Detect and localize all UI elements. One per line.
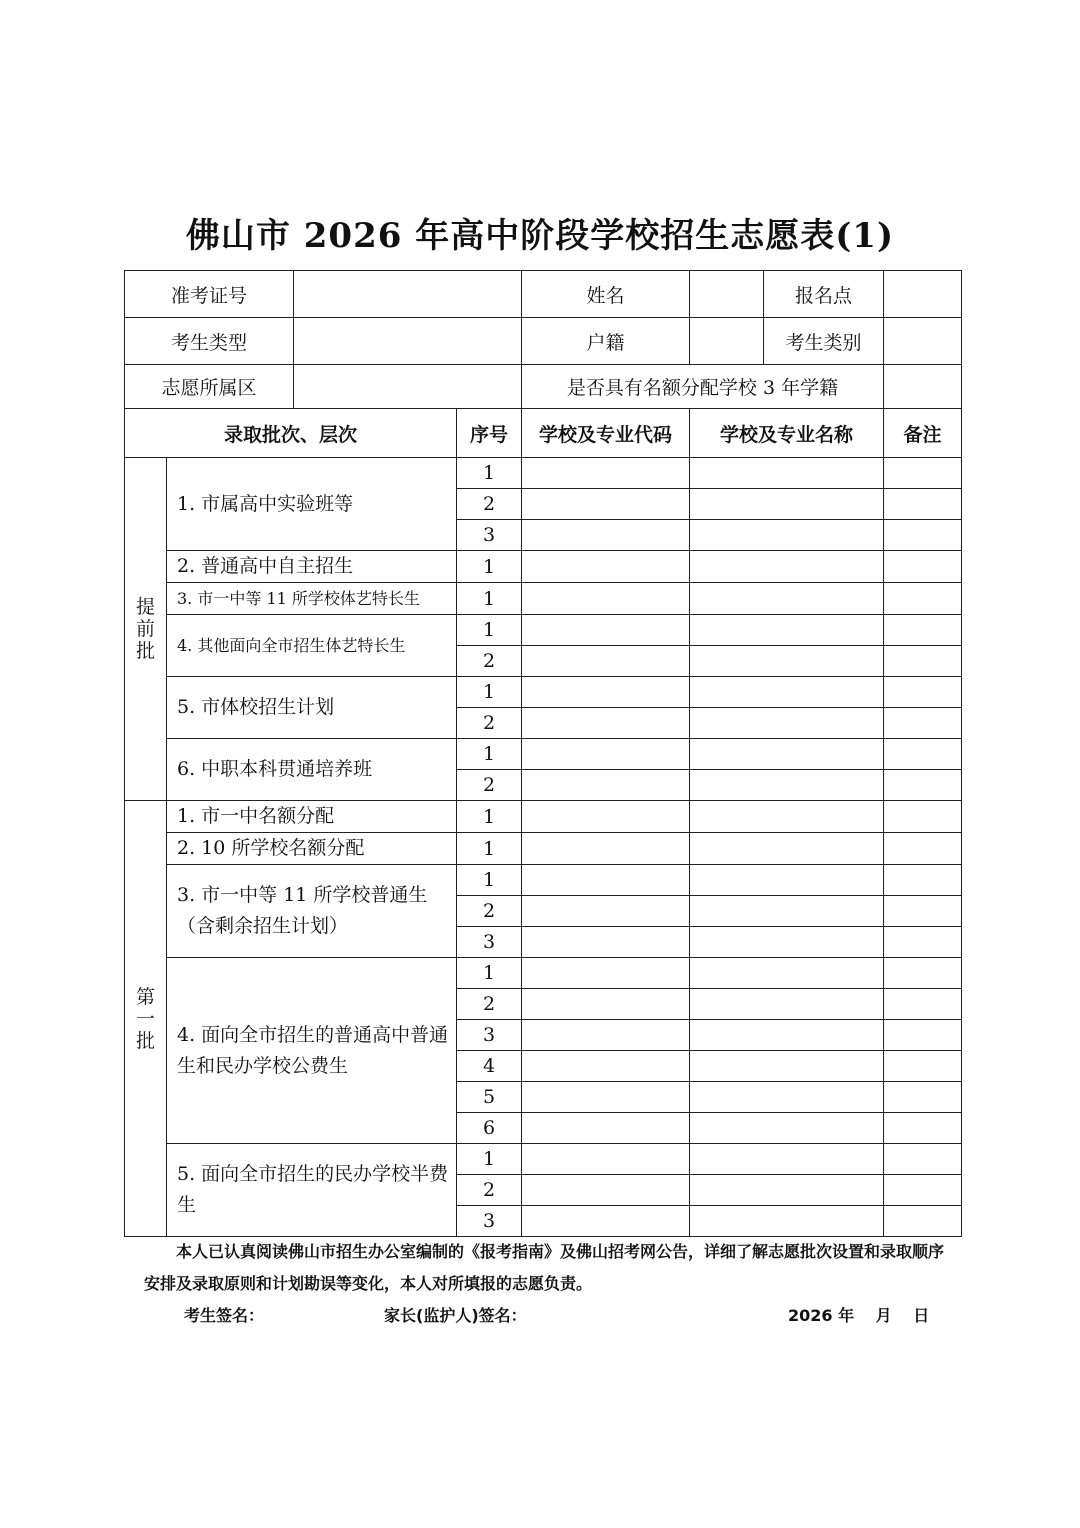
first-item-5: 5. 面向全市招生的民办学校半费生 (167, 1144, 457, 1237)
code-cell[interactable] (522, 708, 690, 739)
remark-cell[interactable] (884, 770, 962, 801)
code-cell[interactable] (522, 646, 690, 677)
early-item-1: 1. 市属高中实验班等 (167, 458, 457, 551)
school-name-cell[interactable] (690, 646, 884, 677)
registration-point-field[interactable] (884, 271, 962, 318)
remark-cell[interactable] (884, 646, 962, 677)
remark-cell[interactable] (884, 708, 962, 739)
remark-cell[interactable] (884, 739, 962, 770)
code-cell[interactable] (522, 1113, 690, 1144)
code-cell[interactable] (522, 551, 690, 583)
school-name-cell[interactable] (690, 615, 884, 646)
code-cell[interactable] (522, 896, 690, 927)
early-batch-label: 提 前 批 (125, 458, 167, 801)
declaration-notice: 本人已认真阅读佛山市招生办公室编制的《报考指南》及佛山招考网公告，详细了解志愿批次设置和录取顺序安排及录取原则和计划勘误等变化，本人对所填报的志愿负责。 (144, 1242, 945, 1293)
seq-number: 1 (457, 583, 522, 615)
remark-cell[interactable] (884, 1206, 962, 1237)
quota-status-field[interactable] (884, 365, 962, 409)
seq-number: 1 (457, 1144, 522, 1175)
early-item-5: 5. 市体校招生计划 (167, 677, 457, 739)
code-cell[interactable] (522, 583, 690, 615)
seq-number: 1 (457, 865, 522, 896)
exam-number-field[interactable] (294, 271, 522, 318)
early-item-2: 2. 普通高中自主招生 (167, 551, 457, 583)
first-item-4: 4. 面向全市招生的普通高中普通生和民办学校公费生 (167, 958, 457, 1144)
candidate-category-label: 考生类别 (764, 318, 884, 365)
code-cell[interactable] (522, 770, 690, 801)
remark-cell[interactable] (884, 1082, 962, 1113)
code-cell[interactable] (522, 1082, 690, 1113)
school-name-cell[interactable] (690, 1206, 884, 1237)
school-name-header: 学校及专业名称 (690, 409, 884, 458)
district-field[interactable] (294, 365, 522, 409)
school-name-cell[interactable] (690, 833, 884, 865)
seq-number: 1 (457, 833, 522, 865)
seq-number: 2 (457, 770, 522, 801)
school-name-cell[interactable] (690, 677, 884, 708)
first-item-3: 3. 市一中等 11 所学校普通生（含剩余招生计划） (167, 865, 457, 958)
code-cell[interactable] (522, 833, 690, 865)
household-label: 户籍 (522, 318, 690, 365)
signature-date: 2026 年 月 日 (788, 1306, 930, 1325)
seq-number: 1 (457, 458, 522, 489)
seq-number: 1 (457, 677, 522, 708)
seq-number: 6 (457, 1113, 522, 1144)
early-item-6: 6. 中职本科贯通培养班 (167, 739, 457, 801)
early-item-4: 4. 其他面向全市招生体艺特长生 (167, 615, 457, 677)
school-name-cell[interactable] (690, 896, 884, 927)
district-label: 志愿所属区 (125, 365, 294, 409)
remark-cell[interactable] (884, 927, 962, 958)
application-form-table (124, 270, 962, 1237)
early-item-3: 3. 市一中等 11 所学校体艺特长生 (167, 583, 457, 615)
code-cell[interactable] (522, 520, 690, 551)
parent-signature-label: 家长(监护人)签名： (384, 1306, 527, 1325)
remark-cell[interactable] (884, 833, 962, 865)
remark-header: 备注 (884, 409, 962, 458)
seq-number: 2 (457, 896, 522, 927)
code-cell[interactable] (522, 677, 690, 708)
remark-cell[interactable] (884, 1175, 962, 1206)
school-name-cell[interactable] (690, 520, 884, 551)
school-name-cell[interactable] (690, 989, 884, 1020)
school-name-cell[interactable] (690, 1082, 884, 1113)
code-cell[interactable] (522, 458, 690, 489)
seq-number: 2 (457, 1175, 522, 1206)
code-cell[interactable] (522, 1051, 690, 1082)
seq-number: 5 (457, 1082, 522, 1113)
first-item-2: 2. 10 所学校名额分配 (167, 833, 457, 865)
school-name-cell[interactable] (690, 927, 884, 958)
remark-cell[interactable] (884, 583, 962, 615)
remark-cell[interactable] (884, 489, 962, 520)
remark-cell[interactable] (884, 958, 962, 989)
school-name-cell[interactable] (690, 1175, 884, 1206)
remark-cell[interactable] (884, 865, 962, 896)
code-cell[interactable] (522, 1206, 690, 1237)
school-name-cell[interactable] (690, 801, 884, 833)
remark-cell[interactable] (884, 896, 962, 927)
candidate-type-label: 考生类型 (125, 318, 294, 365)
code-cell[interactable] (522, 989, 690, 1020)
seq-number: 1 (457, 615, 522, 646)
school-name-cell[interactable] (690, 583, 884, 615)
seq-number: 1 (457, 801, 522, 833)
batch-level-header: 录取批次、层次 (125, 409, 457, 458)
code-header: 学校及专业代码 (522, 409, 690, 458)
seq-number: 3 (457, 927, 522, 958)
remark-cell[interactable] (884, 801, 962, 833)
code-cell[interactable] (522, 615, 690, 646)
remark-cell[interactable] (884, 520, 962, 551)
school-name-cell[interactable] (690, 551, 884, 583)
remark-cell[interactable] (884, 1020, 962, 1051)
exam-number-label: 准考证号 (125, 271, 294, 318)
seq-number: 4 (457, 1051, 522, 1082)
school-name-cell[interactable] (690, 1113, 884, 1144)
code-cell[interactable] (522, 1020, 690, 1051)
seq-number: 3 (457, 520, 522, 551)
registration-point-label: 报名点 (764, 271, 884, 318)
code-cell[interactable] (522, 865, 690, 896)
code-cell[interactable] (522, 489, 690, 520)
school-name-cell[interactable] (690, 1020, 884, 1051)
seq-number: 2 (457, 646, 522, 677)
seq-number: 3 (457, 1206, 522, 1237)
page-title: 佛山市 2026 年高中阶段学校招生志愿表(1) (185, 216, 895, 256)
candidate-type-field[interactable] (294, 318, 522, 365)
school-name-cell[interactable] (690, 739, 884, 770)
name-field[interactable] (690, 271, 764, 318)
school-name-cell[interactable] (690, 458, 884, 489)
seq-number: 2 (457, 989, 522, 1020)
remark-cell[interactable] (884, 551, 962, 583)
candidate-category-field[interactable] (884, 318, 962, 365)
code-cell[interactable] (522, 1175, 690, 1206)
remark-cell[interactable] (884, 1051, 962, 1082)
school-name-cell[interactable] (690, 708, 884, 739)
remark-cell[interactable] (884, 615, 962, 646)
remark-cell[interactable] (884, 1113, 962, 1144)
school-name-cell[interactable] (690, 770, 884, 801)
first-item-1: 1. 市一中名额分配 (167, 801, 457, 833)
seq-number: 1 (457, 551, 522, 583)
quota-status-label: 是否具有名额分配学校 3 年学籍 (522, 365, 884, 409)
student-signature-label: 考生签名： (184, 1306, 265, 1325)
seq-number: 3 (457, 1020, 522, 1051)
school-name-cell[interactable] (690, 1051, 884, 1082)
remark-cell[interactable] (884, 458, 962, 489)
seq-number: 2 (457, 708, 522, 739)
name-label: 姓名 (522, 271, 690, 318)
school-name-cell[interactable] (690, 489, 884, 520)
seq-header: 序号 (457, 409, 522, 458)
code-cell[interactable] (522, 801, 690, 833)
code-cell[interactable] (522, 958, 690, 989)
school-name-cell[interactable] (690, 958, 884, 989)
code-cell[interactable] (522, 1144, 690, 1175)
remark-cell[interactable] (884, 1144, 962, 1175)
school-name-cell[interactable] (690, 1144, 884, 1175)
remark-cell[interactable] (884, 677, 962, 708)
household-field[interactable] (690, 318, 764, 365)
code-cell[interactable] (522, 927, 690, 958)
seq-number: 1 (457, 739, 522, 770)
remark-cell[interactable] (884, 989, 962, 1020)
seq-number: 2 (457, 489, 522, 520)
code-cell[interactable] (522, 739, 690, 770)
seq-number: 1 (457, 958, 522, 989)
school-name-cell[interactable] (690, 865, 884, 896)
first-batch-label: 第 一 批 (125, 801, 167, 1237)
